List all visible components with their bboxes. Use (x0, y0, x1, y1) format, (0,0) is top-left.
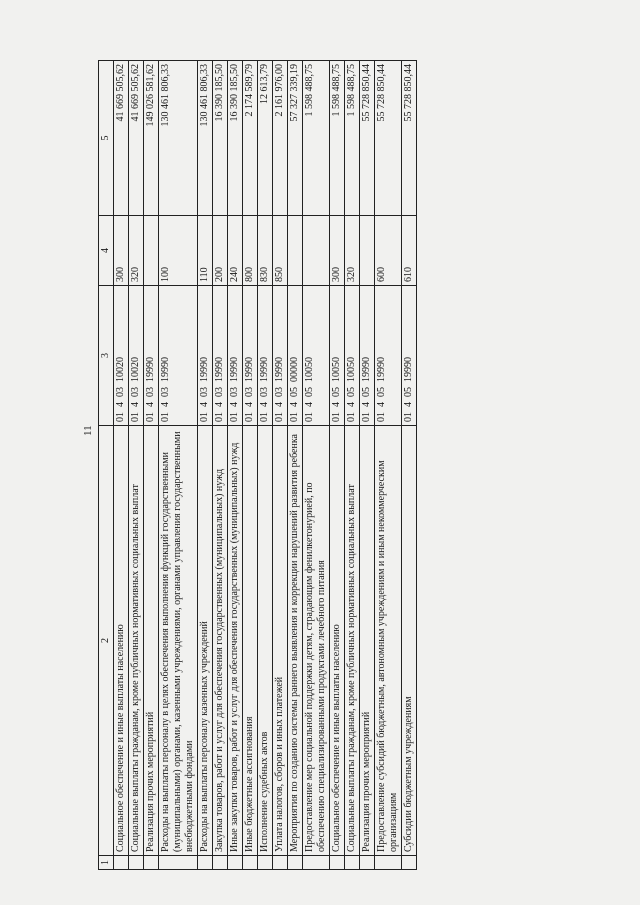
row-sum-cell: 130 461 806,33 (198, 61, 213, 216)
table-row (402, 61, 417, 870)
row-sum-cell: 2 161 976,00 (273, 61, 288, 216)
header-row (99, 61, 114, 870)
row-expense-type-cell (144, 216, 159, 286)
row-name-cell: Социальное обеспечение и иные выплаты населению (330, 426, 345, 856)
row-expense-type-cell: 610 (402, 216, 417, 286)
header-col-4: 4 (99, 216, 114, 286)
table-row (144, 61, 159, 870)
row-expense-type-cell (360, 216, 375, 286)
row-index-cell (159, 856, 198, 870)
row-sum-cell: 41 669 505,62 (129, 61, 144, 216)
row-index-cell (345, 856, 360, 870)
row-sum-cell: 55 728 850,44 (375, 61, 402, 216)
row-index-cell (303, 856, 330, 870)
row-sum-cell: 1 598 488,75 (303, 61, 330, 216)
row-name-cell: Мероприятия по созданию системы раннего выявления и коррекции нарушений развития ребенка (288, 426, 303, 856)
row-expense-type-cell: 800 (243, 216, 258, 286)
row-expense-type-cell: 850 (273, 216, 288, 286)
row-code-cell: 01 4 03 19990 (243, 286, 258, 426)
row-name-cell: Социальное обеспечение и иные выплаты населению (114, 426, 129, 856)
table-row (303, 61, 330, 870)
row-expense-type-cell (303, 216, 330, 286)
row-code-cell: 01 4 05 19990 (360, 286, 375, 426)
budget-table-container (98, 60, 580, 870)
table-row (198, 61, 213, 870)
row-name-cell: Иные бюджетные ассигнования (243, 426, 258, 856)
header-col-3: 3 (99, 286, 114, 426)
header-col-5: 5 (99, 61, 114, 216)
row-code-cell: 01 4 03 19990 (144, 286, 159, 426)
row-code-cell: 01 4 03 19990 (213, 286, 228, 426)
header-col-2: 2 (99, 426, 114, 856)
table-row (228, 61, 243, 870)
page-number: 11 (82, 425, 94, 436)
row-expense-type-cell: 600 (375, 216, 402, 286)
row-expense-type-cell: 300 (114, 216, 129, 286)
row-code-cell: 01 4 05 10050 (345, 286, 360, 426)
row-index-cell (402, 856, 417, 870)
table-row (213, 61, 228, 870)
row-expense-type-cell: 300 (330, 216, 345, 286)
row-index-cell (144, 856, 159, 870)
row-index-cell (129, 856, 144, 870)
row-sum-cell: 16 390 185,50 (228, 61, 243, 216)
row-sum-cell: 55 728 850,44 (360, 61, 375, 216)
row-code-cell: 01 4 03 10020 (129, 286, 144, 426)
table-row (330, 61, 345, 870)
row-expense-type-cell: 100 (159, 216, 198, 286)
row-name-cell: Закупка товаров, работ и услуг для обеспечения государственных (муниципальных) нужд (213, 426, 228, 856)
row-name-cell: Расходы на выплаты персоналу в целях обеспечения выполнения функций государственными (муниципальными) органами, казенными учреждениями, органами управления государственными внебюджетными фондами (159, 426, 198, 856)
row-sum-cell: 2 174 589,79 (243, 61, 258, 216)
row-expense-type-cell: 200 (213, 216, 228, 286)
row-name-cell: Социальные выплаты гражданам, кроме публичных нормативных социальных выплат (345, 426, 360, 856)
row-index-cell (258, 856, 273, 870)
row-index-cell (330, 856, 345, 870)
row-expense-type-cell: 240 (228, 216, 243, 286)
budget-table (98, 60, 417, 870)
row-code-cell: 01 4 05 19990 (402, 286, 417, 426)
row-sum-cell: 149 026 581,62 (144, 61, 159, 216)
table-row (360, 61, 375, 870)
row-code-cell: 01 4 03 19990 (198, 286, 213, 426)
row-name-cell: Предоставление мер социальной поддержки детям, страдающим фенилкетонурией, по обеспечению специализированными продуктами лечебного питания (303, 426, 330, 856)
row-code-cell: 01 4 03 19990 (273, 286, 288, 426)
header-col-1: 1 (99, 856, 114, 870)
row-sum-cell: 41 669 505,62 (114, 61, 129, 216)
table-row (345, 61, 360, 870)
row-index-cell (273, 856, 288, 870)
row-code-cell: 01 4 05 19990 (375, 286, 402, 426)
row-expense-type-cell: 320 (345, 216, 360, 286)
row-index-cell (114, 856, 129, 870)
row-sum-cell: 1 598 488,75 (345, 61, 360, 216)
row-name-cell: Уплата налогов, сборов и иных платежей (273, 426, 288, 856)
row-index-cell (288, 856, 303, 870)
row-name-cell: Реализация прочих мероприятий (360, 426, 375, 856)
table-row (375, 61, 402, 870)
table-row (243, 61, 258, 870)
table-row (258, 61, 273, 870)
row-name-cell: Расходы на выплаты персоналу казенных учреждений (198, 426, 213, 856)
table-body (114, 61, 417, 870)
row-expense-type-cell: 830 (258, 216, 273, 286)
table-row (288, 61, 303, 870)
row-index-cell (213, 856, 228, 870)
table-row (114, 61, 129, 870)
row-expense-type-cell: 110 (198, 216, 213, 286)
row-name-cell: Исполнение судебных актов (258, 426, 273, 856)
row-code-cell: 01 4 05 00000 (288, 286, 303, 426)
row-index-cell (228, 856, 243, 870)
table-row (159, 61, 198, 870)
row-code-cell: 01 4 05 10050 (303, 286, 330, 426)
row-index-cell (243, 856, 258, 870)
row-name-cell: Социальные выплаты гражданам, кроме публичных нормативных социальных выплат (129, 426, 144, 856)
row-name-cell: Предоставление субсидий бюджетным, автономным учреждениям и иным некоммерческим организациям (375, 426, 402, 856)
row-sum-cell: 16 390 185,50 (213, 61, 228, 216)
row-index-cell (360, 856, 375, 870)
row-sum-cell: 57 327 339,19 (288, 61, 303, 216)
row-expense-type-cell (288, 216, 303, 286)
row-name-cell: Субсидии бюджетным учреждениям (402, 426, 417, 856)
row-index-cell (198, 856, 213, 870)
row-sum-cell: 55 728 850,44 (402, 61, 417, 216)
table-row (129, 61, 144, 870)
row-name-cell: Иные закупки товаров, работ и услуг для обеспечения государственных (муниципальных) нужд (228, 426, 243, 856)
row-name-cell: Реализация прочих мероприятий (144, 426, 159, 856)
row-sum-cell: 1 598 488,75 (330, 61, 345, 216)
row-expense-type-cell: 320 (129, 216, 144, 286)
row-code-cell: 01 4 05 10050 (330, 286, 345, 426)
row-code-cell: 01 4 03 19990 (228, 286, 243, 426)
row-code-cell: 01 4 03 19990 (159, 286, 198, 426)
row-code-cell: 01 4 03 19990 (258, 286, 273, 426)
row-sum-cell: 130 461 806,33 (159, 61, 198, 216)
row-sum-cell: 12 613,79 (258, 61, 273, 216)
row-index-cell (375, 856, 402, 870)
row-code-cell: 01 4 03 10020 (114, 286, 129, 426)
table-row (273, 61, 288, 870)
